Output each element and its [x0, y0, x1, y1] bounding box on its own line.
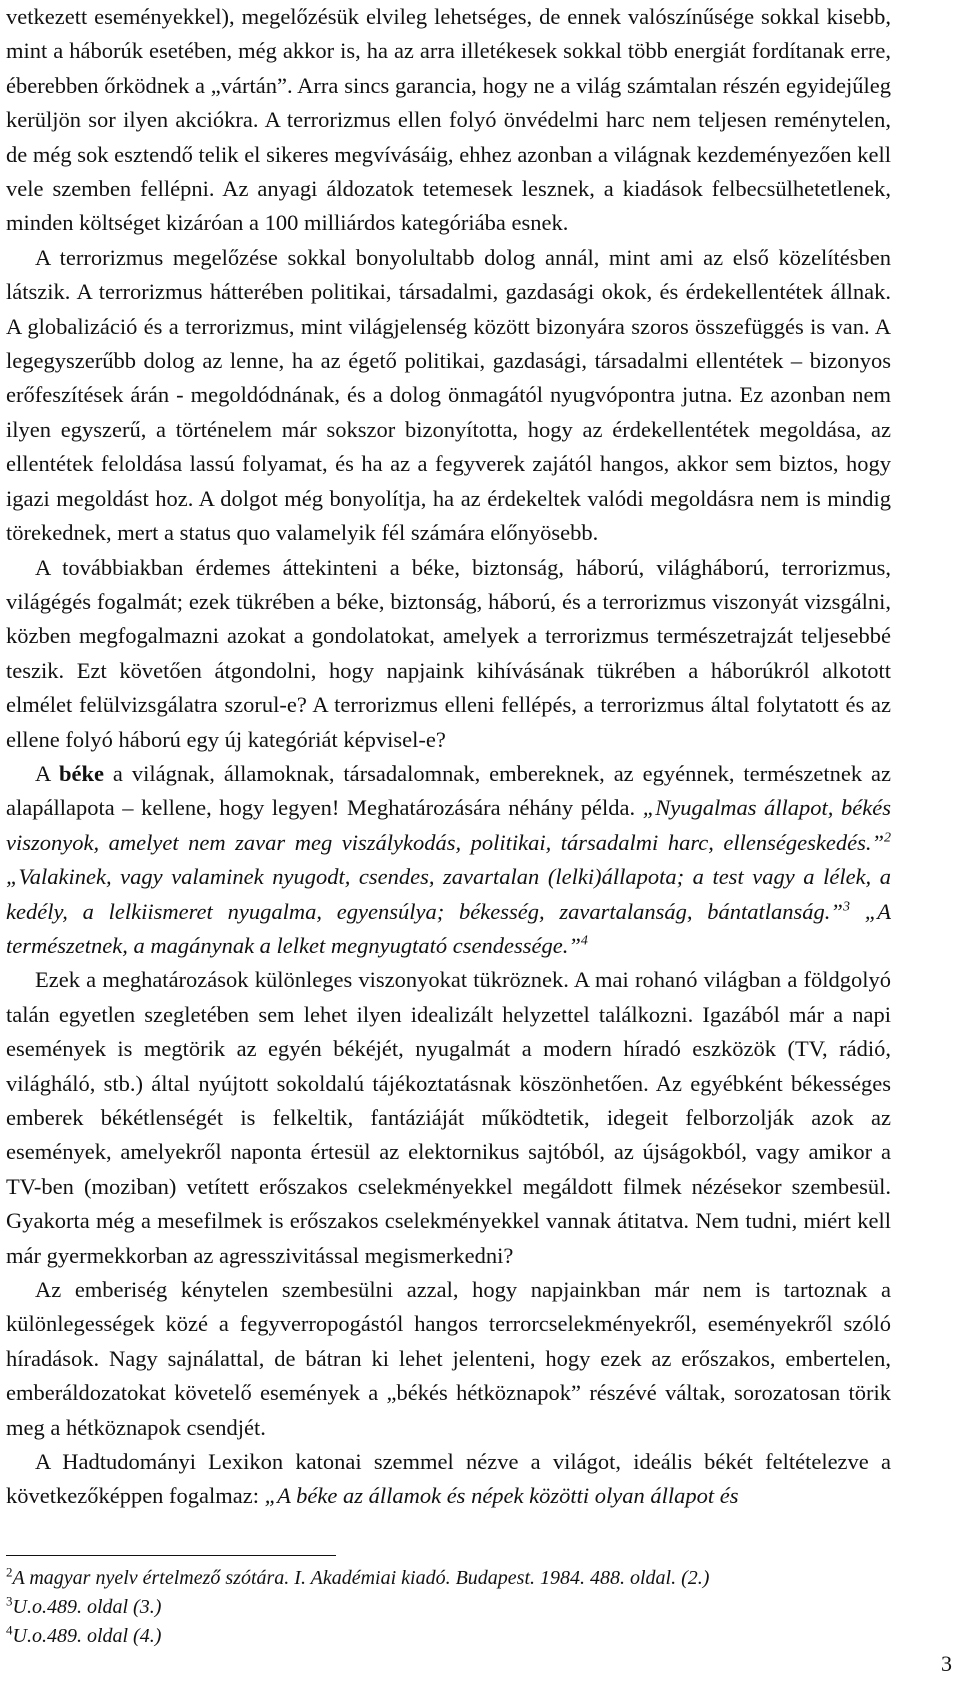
footnote-text: A magyar nyelv értelmező szótára. I. Akadémiai kiadó. Budapest. 1984. 488. oldal. (2.): [12, 1567, 710, 1589]
text-run: Ezek a meghatározások különleges viszonyokat tükröznek. A mai rohanó világban a földgolyó talán egyetlen szegletében sem lehet ilyen idealizált helyzettel találkozni. Igazából már a napi események is megtörik az egyén békéjét, nyugalmát a modern híradó eszközök (TV, rádió, világháló, stb.) által nyújtott sokoldalú tájékoztatásnak köszönhetően. Az egyébként békességes emberek békétlenségét is felkeltik, fantáziáját működtetik, idegeit felborzolják azok az események, amelyekről naponta értesül az elektornikus sajtóból, az újságokból, vagy amikor a TV-ben (moziban) vetített erőszakos cselekményekkel megáldott filmek nézésekor szembesül. Gyakorta még a mesefilmek is erőszakos cselekményekkel vannak átitatva. Nem tudni, miért kell már gyermekkorban az agresszivitással megismerkedni?: [6, 967, 891, 1268]
footnote-3: [6, 1593, 891, 1622]
text-run: a világnak, államoknak, társadalomnak, embereknek, az egyénnek, természetnek az alapállapota – kellene, hogy legyen! Meghatározására néhány példa.: [6, 760, 891, 821]
text-run: „A természetnek, a magánynak a lelket megnyugtató csendessége.”: [6, 898, 891, 958]
footnote-2: [6, 1564, 891, 1593]
text-run: „A béke az államok és népek közötti olyan állapot és: [264, 1483, 739, 1509]
footnote-number: 3: [6, 1593, 13, 1609]
paragraph: [6, 1445, 891, 1514]
text-run: A Hadtudományi Lexikon katonai szemmel nézve a világot, ideális békét feltételezve a következőképpen fogalmaz:: [6, 1449, 891, 1509]
page-number: 3: [941, 1651, 952, 1676]
text-run: A: [35, 760, 59, 786]
text-run: vetkezett eseményekkel), megelőzésük elvileg lehetséges, de ennek valószínűsége sokkal kisebb, mint a háborúk esetében, még akkor is, ha az arra illetékesek sokkal több energiát fordítanak erre, éberebben őrködnek a „vártán”. Arra sincs garancia, hogy ne a világ számtalan részén egyidejűleg kerüljön sor ilyen akciókra. A terrorizmus ellen folyó önvédelmi harc nem teljesen reménytelen, de még sok esztendő telik el sikeres megvívásáig, ehhez azonban a világnak kezdeményezően kell vele szemben fellépni. Az anyagi áldozatok tetemesek lesznek, a kiadások felbecsülhetetlenek, minden költséget kizáróan a 100 milliárdos kategóriába esnek.: [6, 4, 891, 236]
footnotes: [6, 1555, 891, 1651]
text-run: béke: [58, 760, 104, 786]
text-run: [850, 899, 865, 924]
paragraph: [6, 241, 891, 551]
text-run: A terrorizmus megelőzése sokkal bonyolultabb dolog annál, mint ami az első közelítésben látszik. A terrorizmus hátterében politikai, társadalmi, gazdasági okok, és érdekellentétek állnak. A globalizáció és a terrorizmus, mint világjelenség között bizonyára szoros összefüggés is van. A legegyszerűbb dolog az lenne, ha az égető politikai, gazdasági, társadalmi ellentétek – bizonyos erőfeszítések árán - megoldódnának, és a dolog önmagától nyugvópontra jutna. Ez azonban nem ilyen egyszerű, a történelem már sokszor bizonyította, hogy az érdekellentétek megoldása, az ellentétek feloldása lassú folyamat, és ha az a fegyverek zajától hangos, akkor sem biztos, hogy igazi megoldást hoz. A dolgot még bonyolítja, ha az érdekeltek valódi megoldásra nem is mindig törekednek, mert a status quo valamelyik fél számára előnyösebb.: [6, 244, 891, 546]
footnote-text: U.o.489. oldal (4.): [12, 1625, 162, 1647]
footnote-text: U.o.489. oldal (3.): [12, 1596, 162, 1618]
text-run: A továbbiakban érdemes áttekinteni a béke, biztonság, háború, világháború, terrorizmus, világégés fogalmát; ezek tükrében a béke, biztonság, háború, és a terrorizmus viszonyát vizsgálni, közben megfogalmazni azokat a gondolatokat, amelyek a terrorizmus természetrajzát teljesebbé teszik. Ezt követően átgondolni, hogy napjaink kihívásának tükrében a háborúkról alkotott elmélet felülvizsgálatra szorul-e? A terrorizmus elleni fellépés, a terrorizmus által folytatott és az ellene folyó háború egy új kategóriát képvisel-e?: [6, 554, 891, 752]
paragraph: [6, 551, 891, 757]
footnote-number: 4: [6, 1622, 13, 1638]
footnote-4: [6, 1622, 891, 1651]
footnote-separator: [6, 1555, 336, 1556]
text-run: „Nyugalmas állapot, békés viszonyok, amelyet nem zavar meg viszálykodás, politikai, társadalmi harc, ellenségeskedés.”: [6, 795, 891, 855]
paragraph: [6, 963, 891, 1273]
footnote-ref: 4: [580, 933, 588, 949]
page-body: [6, 0, 891, 1514]
text-run: Az emberiség kénytelen szembesülni azzal, hogy napjainkban már nem is tartoznak a különlegességek közé a fegyverropogástól hangos terrorcselekményekről, eseményekről szóló híradások. Nagy sajnálattal, de bátran ki lehet jelenteni, hogy ezek az erőszakos, embertelen, emberáldozatokat követelő események a „békés hétköznapok” részévé váltak, sorozatosan törik meg a hétköznapok csendjét.: [6, 1277, 891, 1440]
paragraph: [6, 0, 891, 241]
footnote-ref: 3: [842, 899, 850, 915]
footnote-ref: 2: [884, 830, 891, 846]
paragraph: [6, 1273, 891, 1445]
footnote-number: 2: [6, 1564, 13, 1580]
text-run: „Valakinek, vagy valaminek nyugodt, csendes, zavartalan (lelki)állapota; a test vagy a lélek, a kedély, a lelkiismeret nyugalma, egyensúlya; békesség, zavartalanság, bántatlanság.”: [6, 864, 891, 924]
paragraph: [6, 757, 891, 963]
